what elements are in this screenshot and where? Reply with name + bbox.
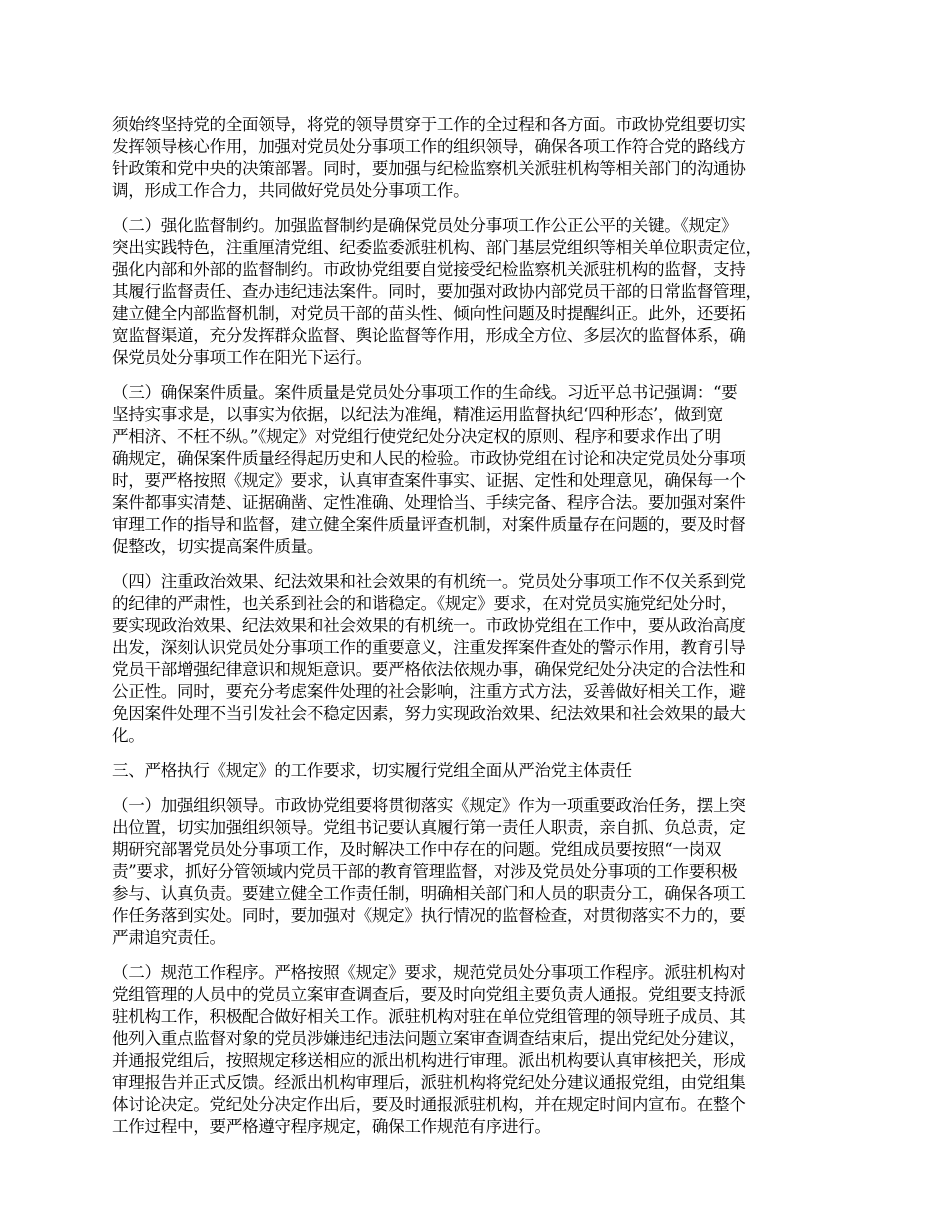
text-line: 体讨论决定。党纪处分决定作出后，要及时通报派驻机构，并在规定时间内宣布。在整个: [112, 1095, 746, 1114]
text-line: 建立健全内部监督机制，对党员干部的苗头性、倾向性问题及时提醒纠正。此外，还要拓: [112, 304, 746, 323]
paragraph-organizational-leadership: [112, 795, 852, 949]
document-page: [112, 114, 852, 1151]
text-line: 审理报告并正式反馈。经派出机构审理后，派驻机构将党纪处分建议通报党组，由党组集: [112, 1073, 746, 1092]
text-line: 须始终坚持党的全面领导，将党的领导贯穿于工作的全过程和各方面。市政协党组要切实: [112, 115, 746, 134]
text-line: 党员干部增强纪律意识和规矩意识。要严格依法依规办事，确保党纪处分决定的合法性和: [112, 660, 746, 679]
section-heading-text: 三、严格执行《规定》的工作要求，切实履行党组全面从严治党主体责任: [112, 761, 632, 780]
paragraph-strengthen-supervision: [112, 215, 852, 369]
paragraph-party-leadership: [112, 114, 852, 202]
text-line: 他列入重点监督对象的党员涉嫌违纪违法问题立案审查调查结束后，提出党纪处分建议，: [112, 1029, 746, 1048]
text-line: 发挥领导核心作用，加强对党员处分事项工作的组织领导，确保各项工作符合党的路线方: [112, 137, 746, 156]
text-line: 坚持实事求是，以事实为依据，以纪法为准绳，精准运用监督执纪‘四种形态’，做到宽: [112, 405, 723, 424]
text-line: 突出实践特色，注重厘清党组、纪委监委派驻机构、部门基层党组织等相关单位职责定位，: [112, 238, 762, 257]
text-line: 免因案件处理不当引发社会不稳定因素，努力实现政治效果、纪法效果和社会效果的最大: [112, 704, 746, 723]
text-line: 严肃追究责任。: [112, 928, 226, 947]
paragraph-work-procedures: [112, 962, 852, 1138]
text-line: 期研究部署党员处分事项工作，及时解决工作中存在的问题。党组成员要按照“一岗双: [112, 840, 722, 859]
text-line: 责”要求，抓好分管领域内党员干部的教育管理监督，对涉及党员处分事项的工作要积极: [112, 862, 738, 881]
text-line: 工作过程中，要严格遵守程序规定，确保工作规范有序进行。: [112, 1117, 551, 1136]
text-line: 保党员处分事项工作在阳光下运行。: [112, 348, 372, 367]
section-heading: [112, 760, 852, 782]
text-line: 强化内部和外部的监督制约。市政协党组要自觉接受纪检监察机关派驻机构的监督，支持: [112, 260, 746, 279]
text-line: 公正性。同时，要充分考虑案件处理的社会影响，注重方式方法，妥善做好相关工作，避: [112, 682, 746, 701]
text-line: 其履行监督责任、查办违纪违法案件。同时，要加强对政协内部党员干部的日常监督管理，: [112, 282, 762, 301]
text-line: 严相济、不枉不纵。”《规定》对党组行使党纪处分决定权的原则、程序和要求作出了明: [112, 427, 721, 446]
text-line: 出位置，切实加强组织领导。党组书记要认真履行第一责任人职责，亲自抓、负总责，定: [112, 818, 746, 837]
text-line: （二）规范工作程序。严格按照《规定》要求，规范党员处分事项工作程序。派驻机构对: [112, 963, 746, 982]
text-line: 要实现政治效果、纪法效果和社会效果的有机统一。市政协党组在工作中，要从政治高度: [112, 616, 746, 635]
text-line: 调，形成工作合力，共同做好党员处分事项工作。: [112, 181, 470, 200]
text-line: 确规定，确保案件质量经得起历史和人民的检验。市政协党组在讨论和决定党员处分事项: [112, 449, 746, 468]
text-line: （四）注重政治效果、纪法效果和社会效果的有机统一。党员处分事项工作不仅关系到党: [112, 572, 746, 591]
text-line: 时，要严格按照《规定》要求，认真审查案件事实、证据、定性和处理意见，确保每一个: [112, 471, 746, 490]
text-line: 宽监督渠道，充分发挥群众监督、舆论监督等作用，形成全方位、多层次的监督体系，确: [112, 326, 746, 345]
text-line: 审理工作的指导和监督，建立健全案件质量评查机制，对案件质量存在问题的，要及时督: [112, 515, 746, 534]
paragraph-case-quality: [112, 382, 852, 558]
text-line: 促整改，切实提高案件质量。: [112, 537, 324, 556]
text-line: 并通报党组后，按照规定移送相应的派出机构进行审理。派出机构要认真审核把关，形成: [112, 1051, 746, 1070]
text-line: 驻机构工作，积极配合做好相关工作。派驻机构对驻在单位党组管理的领导班子成员、其: [112, 1007, 746, 1026]
text-line: 化。: [112, 726, 145, 745]
text-line: 案件都事实清楚、证据确凿、定性准确、处理恰当、手续完备、程序合法。要加强对案件: [112, 493, 746, 512]
paragraph-unified-effects: [112, 571, 852, 747]
text-line: 针政策和党中央的决策部署。同时，要加强与纪检监察机关派驻机构等相关部门的沟通协: [112, 159, 746, 178]
text-line: 作任务落到实处。同时，要加强对《规定》执行情况的监督检查，对贯彻落实不力的，要: [112, 906, 746, 925]
text-line: （一）加强组织领导。市政协党组要将贯彻落实《规定》作为一项重要政治任务，摆上突: [112, 796, 746, 815]
text-line: 参与、认真负责。要建立健全工作责任制，明确相关部门和人员的职责分工，确保各项工: [112, 884, 746, 903]
text-line: 党组管理的人员中的党员立案审查调查后，要及时向党组主要负责人通报。党组要支持派: [112, 985, 746, 1004]
text-line: （二）强化监督制约。加强监督制约是确保党员处分事项工作公正公平的关键。《规定》: [112, 216, 738, 235]
text-line: 出发，深刻认识党员处分事项工作的重要意义，注重发挥案件查处的警示作用，教育引导: [112, 638, 746, 657]
text-line: 的纪律的严肃性，也关系到社会的和谐稳定。《规定》要求，在对党员实施党纪处分时，: [112, 594, 738, 613]
text-line: （三）确保案件质量。案件质量是党员处分事项工作的生命线。习近平总书记强调：“要: [112, 383, 738, 402]
